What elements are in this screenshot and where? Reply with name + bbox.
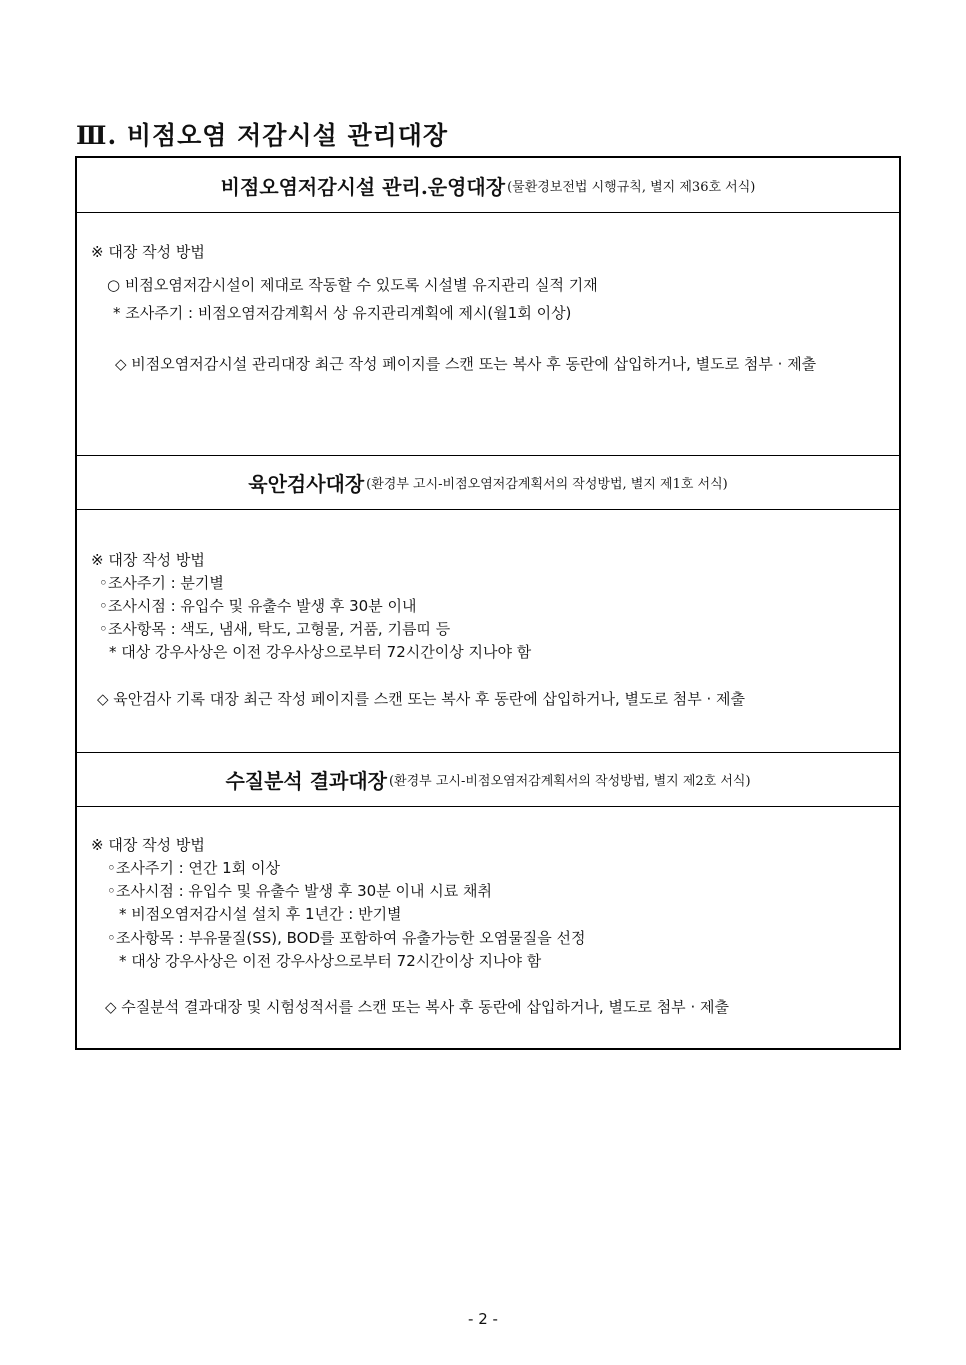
instruction-heading: ※ 대장 작성 방법 bbox=[91, 836, 205, 854]
instruction-item: ○ 비점오염저감시설이 제대로 작동할 수 있도록 시설별 유지관리 실적 기재 bbox=[107, 276, 598, 294]
section-title: 수질분석 결과대장 bbox=[225, 769, 387, 793]
instruction-heading: ※ 대장 작성 방법 bbox=[91, 243, 205, 261]
instruction-item: ◦조사시점 : 유입수 및 유출수 발생 후 30분 이내 bbox=[99, 597, 417, 615]
page-title: Ⅲ. 비점오염 저감시설 관리대장 bbox=[76, 121, 449, 150]
instruction-note: * 조사주기 : 비점오염저감계획서 상 유지관리계획에 제시(월1회 이상) bbox=[113, 304, 572, 322]
instruction-item: ◦조사항목 : 부유물질(SS), BOD를 포함하여 유출가능한 오염물질을 선정 bbox=[107, 929, 586, 947]
section-header-visual-inspection bbox=[77, 455, 899, 510]
section-title: 비점오염저감시설 관리.운영대장 bbox=[220, 174, 506, 199]
instruction-heading: ※ 대장 작성 방법 bbox=[91, 551, 205, 569]
page-number: - 2 - bbox=[468, 1310, 498, 1328]
instruction-note: * 대상 강우사상은 이전 강우사상으로부터 72시간이상 지나야 함 bbox=[119, 952, 542, 970]
attachment-note: ◇ 비점오염저감시설 관리대장 최근 작성 페이지를 스캔 또는 복사 후 동란에 삽입하거나, 별도로 첨부 · 제출 bbox=[115, 355, 817, 373]
attachment-note: ◇ 수질분석 결과대장 및 시험성적서를 스캔 또는 복사 후 동란에 삽입하거나, 별도로 첨부 · 제출 bbox=[105, 998, 729, 1016]
attachment-note: ◇ 육안검사 기록 대장 최근 작성 페이지를 스캔 또는 복사 후 동란에 삽입하거나, 별도로 첨부 · 제출 bbox=[97, 690, 745, 708]
instruction-item: ◦조사주기 : 분기별 bbox=[99, 574, 224, 592]
instruction-note: * 비점오염저감시설 설치 후 1년간 : 반기별 bbox=[119, 905, 402, 923]
section-legal-basis: (물환경보전법 시행규칙, 별지 제36호 서식) bbox=[507, 179, 756, 195]
section-header-facility-ledger bbox=[77, 158, 899, 213]
instruction-note: * 대상 강우사상은 이전 강우사상으로부터 72시간이상 지나야 함 bbox=[109, 643, 532, 661]
section-legal-basis: (환경부 고시-비점오염저감계획서의 작성방법, 별지 제1호 서식) bbox=[366, 477, 728, 492]
section-title: 육안검사대장 bbox=[248, 472, 365, 496]
instruction-item: ◦조사주기 : 연간 1회 이상 bbox=[107, 859, 280, 877]
ledger-table bbox=[75, 156, 901, 1050]
section-header-water-quality bbox=[77, 752, 899, 807]
instruction-item: ◦조사항목 : 색도, 냄새, 탁도, 고형물, 거품, 기름띠 등 bbox=[99, 620, 451, 638]
section-legal-basis: (환경부 고시-비점오염저감계획서의 작성방법, 별지 제2호 서식) bbox=[388, 774, 751, 789]
instruction-item: ◦조사시점 : 유입수 및 유출수 발생 후 30분 이내 시료 채취 bbox=[107, 882, 492, 900]
